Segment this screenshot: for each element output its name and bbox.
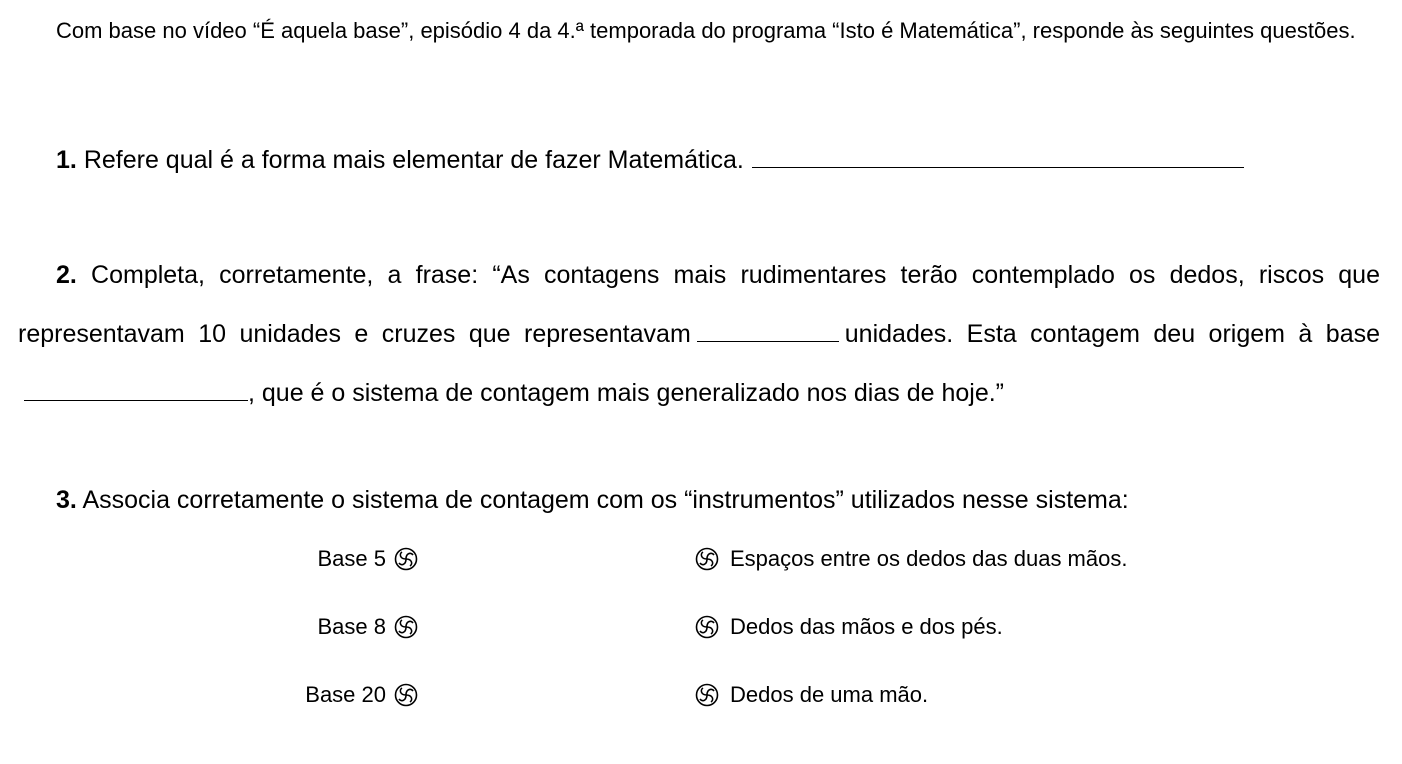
match-right-item[interactable] [695,544,1127,574]
swirl-bullet-icon[interactable] [695,615,719,639]
match-left-label: Base 20 [305,682,386,707]
question-2-text-part1: Completa, corretamente, a frase: “As contagens mais rudimentares terão contemplado os dedos, riscos que representavam 10 unidades e cruzes que representavam [18,261,1380,348]
question-2-text-part3: , que é o sistema de contagem mais generalizado nos dias de hoje.” [248,379,1005,407]
answer-blank-q2-units[interactable] [697,319,839,342]
answer-blank-q1[interactable] [752,145,1244,168]
swirl-bullet-icon[interactable] [695,547,719,571]
match-left-label: Base 5 [317,546,386,571]
match-left-label: Base 8 [317,614,386,639]
swirl-bullet-icon[interactable] [394,615,418,639]
match-right-label: Espaços entre os dedos das duas mãos. [730,546,1128,571]
intro-paragraph: Com base no vídeo “É aquela base”, episódio 4 da 4.ª temporada do programa “Isto é Matemática”, responde às seguintes questões. [56,18,1356,43]
match-left-item[interactable] [305,680,418,710]
match-right-label: Dedos das mãos e dos pés. [730,614,1003,639]
question-1-number: 1. [56,146,77,174]
question-1-text: Refere qual é a forma mais elementar de fazer Matemática. [83,146,744,174]
match-right-item[interactable] [695,612,1003,642]
swirl-bullet-icon[interactable] [394,683,418,707]
question-3-text: Associa corretamente o sistema de contagem com os “instrumentos” utilizados nesse sistema: [82,486,1129,514]
question-1 [18,140,1380,180]
answer-blank-q2-base[interactable] [24,378,248,401]
match-left-item[interactable] [318,544,419,574]
question-2-text-part2: unidades. Esta contagem deu origem à base [844,320,1380,348]
swirl-bullet-icon[interactable] [394,547,418,571]
question-3 [18,480,1380,520]
swirl-bullet-icon[interactable] [695,683,719,707]
question-2 [18,246,1380,423]
match-right-item[interactable] [695,680,928,710]
match-left-item[interactable] [318,612,419,642]
question-2-number: 2. [56,261,77,289]
question-3-number: 3. [56,486,77,514]
match-right-label: Dedos de uma mão. [730,682,929,707]
